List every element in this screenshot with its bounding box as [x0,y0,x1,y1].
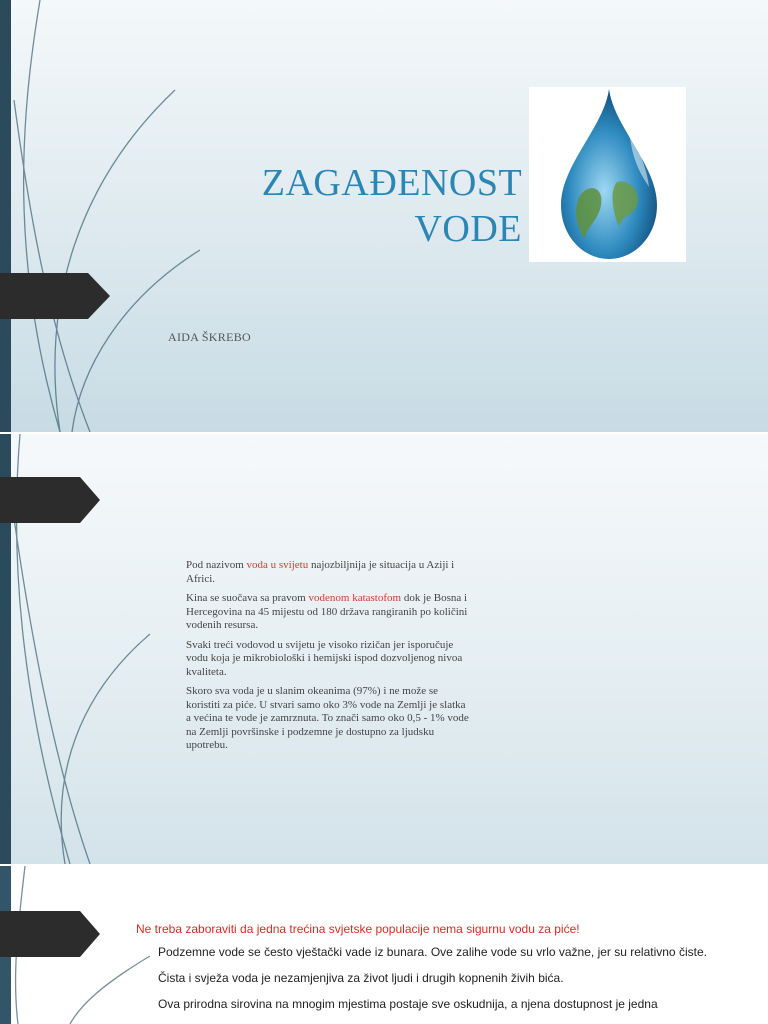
bullet-item [170,592,470,633]
bullet-highlight: vodenom katastofom [308,592,402,604]
bullet-item [139,996,739,1012]
section-tab [0,273,110,319]
bullet-item [170,559,470,586]
bullet-text: Ova prirodna sirovina na mnogim mjestima postaje sve oskudnija, a njena dostupnost je jedna [158,997,658,1011]
bullet-item [170,685,470,753]
bullet-text: Pod nazivom [186,559,247,571]
author-name: AIDA ŠKREBO [168,330,251,344]
water-drop-earth-icon [529,87,686,262]
section-tab [0,911,110,957]
presentation-title [242,160,542,252]
bullet-item [139,970,739,986]
warning-note: Ne treba zaboraviti da jedna trećina svjetske populacije nema sigurnu vodu za piće! [136,922,580,936]
slide-groundwater [0,866,768,1024]
decorative-curves [0,0,200,432]
bullet-list [170,559,470,759]
bullet-text: Kina se suočava sa pravom [186,592,309,604]
bullet-text: dok je Bosna i Hercegovina na 45 mijestu od 180 država rangiranih po količini vodenih resursa. [186,592,468,631]
title-line-1: ZAGAĐENOST [261,162,523,204]
bullet-text: Čista i svježa voda je nezamjenjiva za život ljudi i drugih kopnenih živih bića. [158,971,564,985]
slide-water-in-world [0,434,768,864]
bullet-text: Skoro sva voda je u slanim okeanima (97%) i ne može se koristiti za piće. U stvari samo oko 3% vode na Zemlji je slatka a većina te vode je zamrznuta. To znači samo oko 0,5 - 1% vode na Zemlji površinske i podzemne je dostupno za ljudsku upotrebu. [186,685,469,751]
slide-title [0,0,768,432]
bullet-highlight: voda u svijetu [246,559,309,571]
bullet-list [139,944,739,1022]
bullet-text: Svaki treći vodovod u svijetu je visoko rizičan jer isporučuje vodu koja je mikrobiološki i hemijski ispod dozvoljenog nivoa kvaliteta. [186,638,463,678]
title-line-2: VODE [414,208,522,250]
bullet-text: Podzemne vode se često vještački vade iz bunara. Ove zalihe vode su vrlo važne, jer su relativno čiste. [158,945,707,959]
section-tab [0,477,110,523]
bullet-item [139,944,739,960]
bullet-text: najozbiljnija je situacija u Aziji i Africi. [186,559,455,585]
bullet-item [170,639,470,680]
